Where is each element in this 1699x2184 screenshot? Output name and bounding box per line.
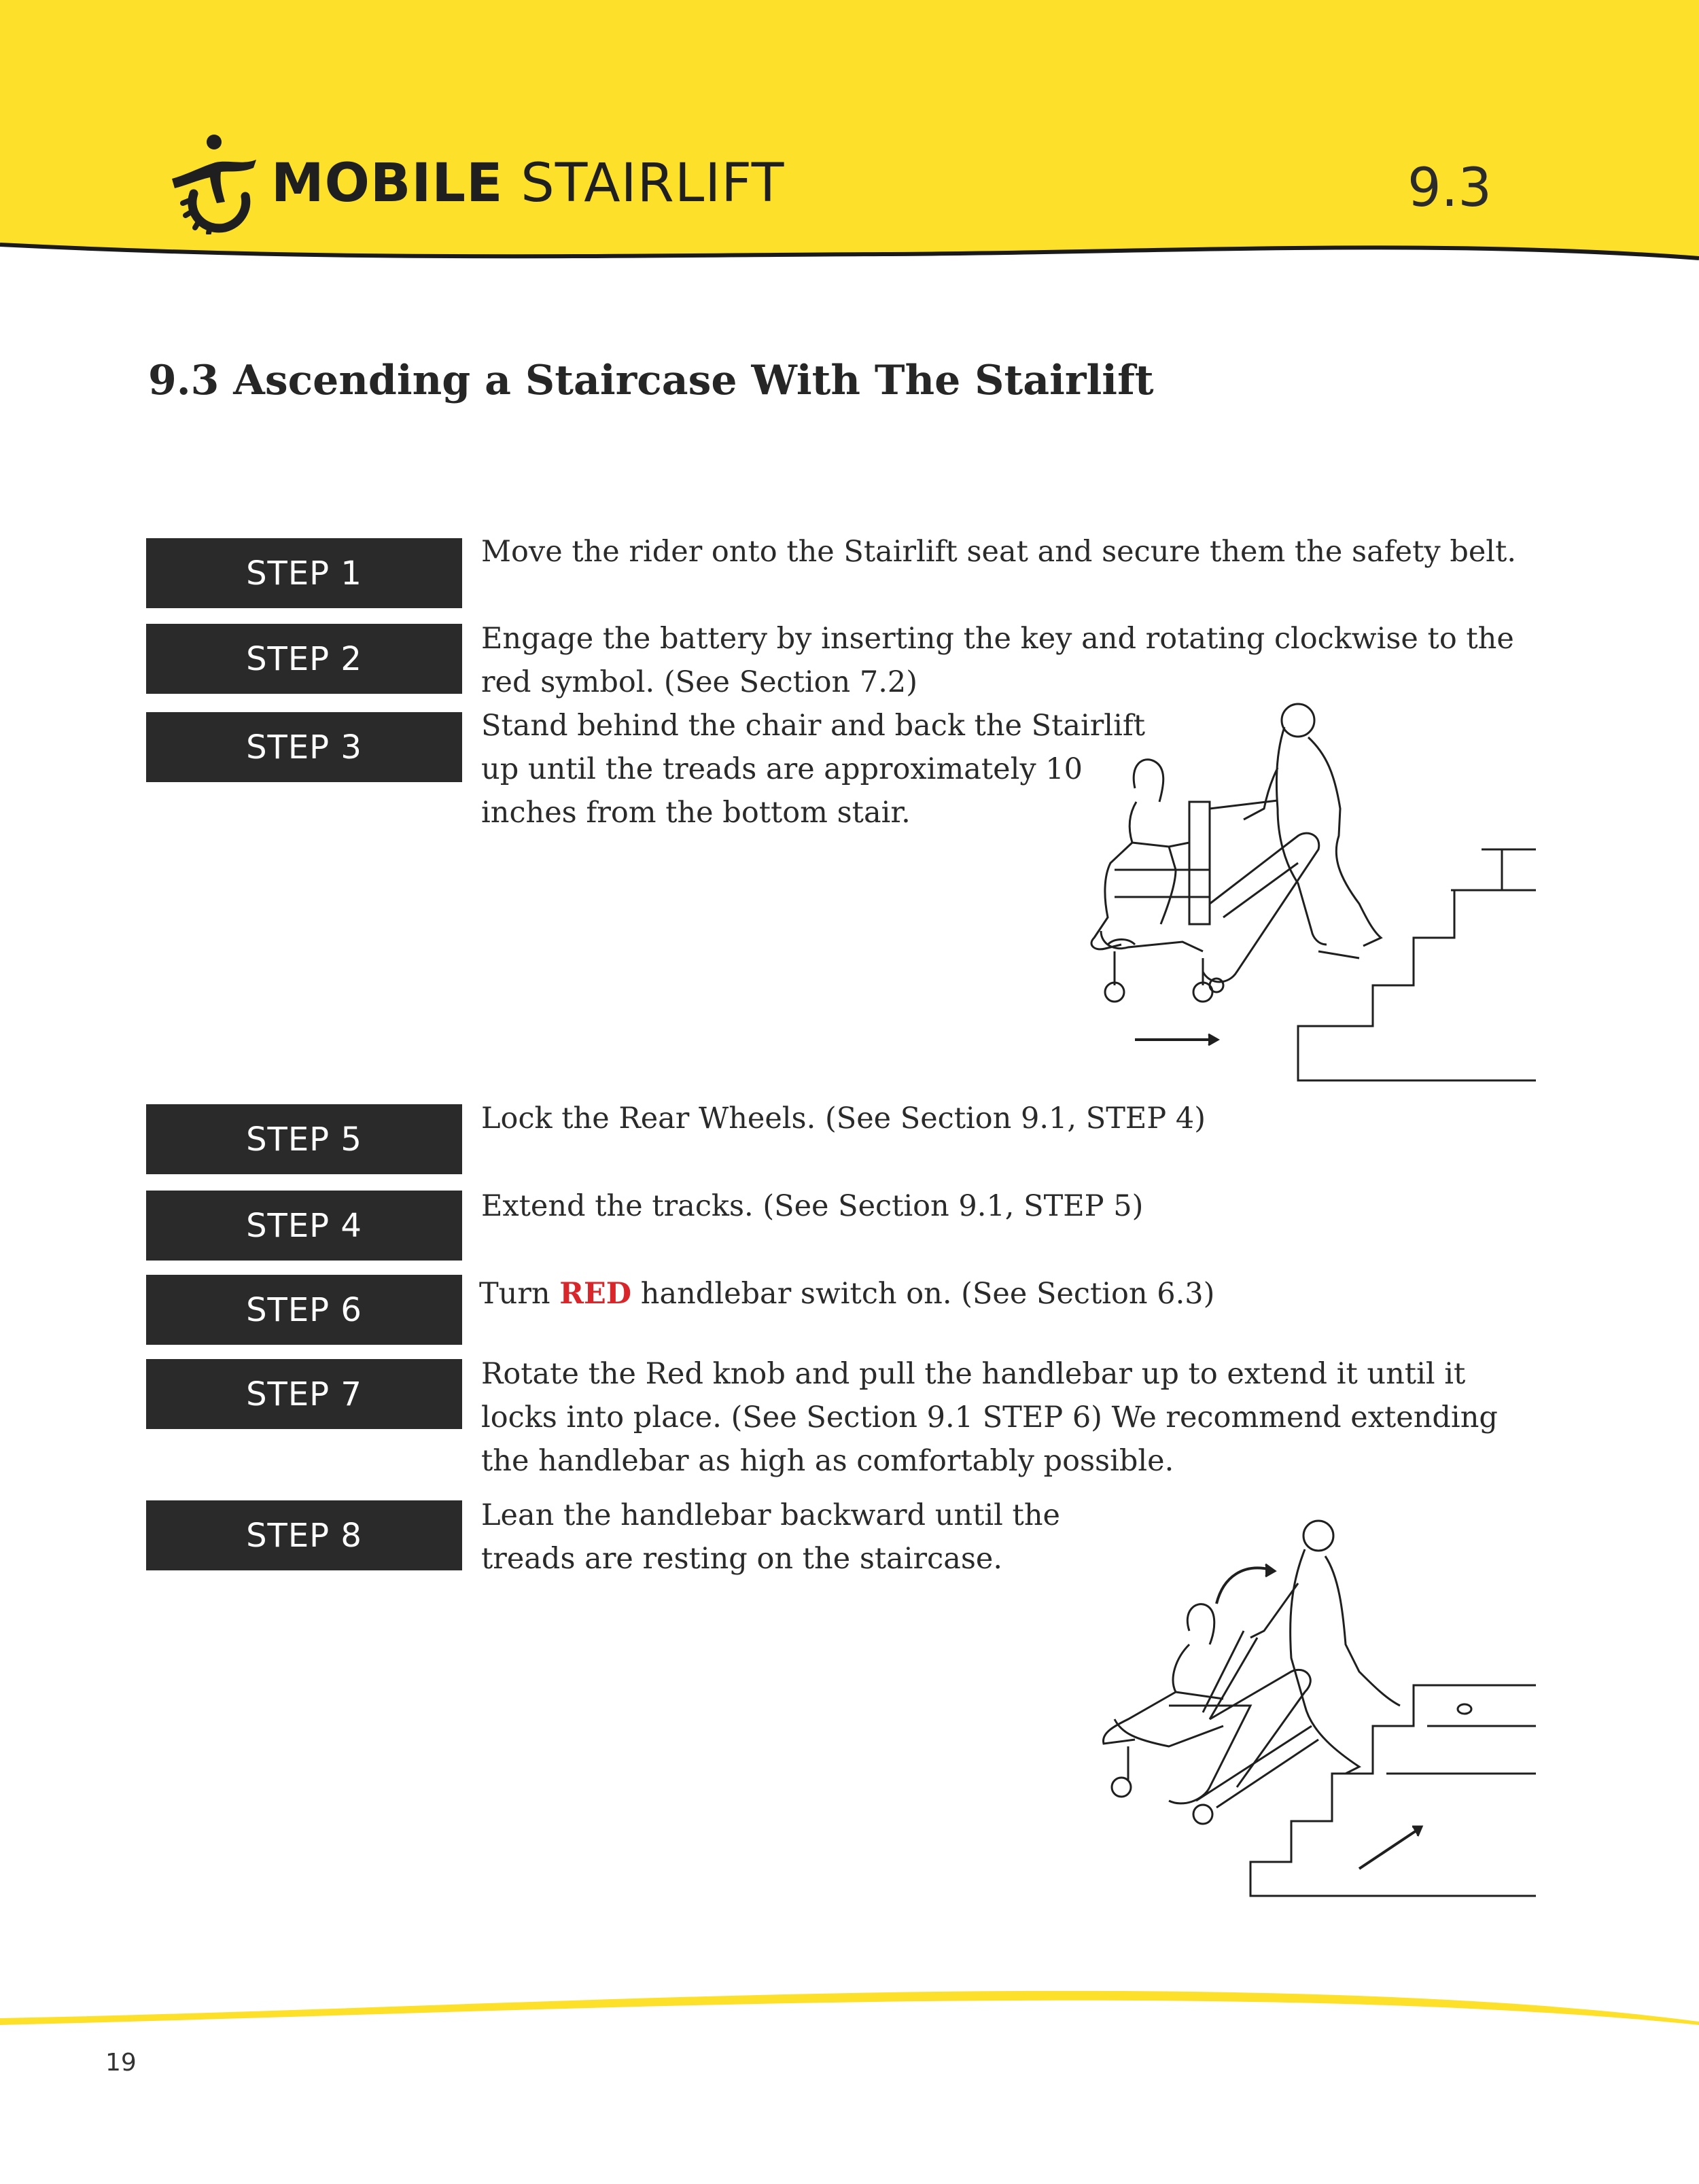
footer-band — [0, 1984, 1699, 2039]
step-5-text: Lock the Rear Wheels. (See Section 9.1, STEP 4) — [481, 1102, 1206, 1135]
step-5-label: STEP 5 — [146, 1104, 462, 1174]
step-7-label: STEP 7 — [146, 1359, 462, 1429]
wheelchair-person-icon — [167, 133, 262, 234]
step-4-text: Extend the tracks. (See Section 9.1, STEP 5) — [481, 1189, 1144, 1223]
step-6-text-before: Turn — [479, 1277, 550, 1311]
brand-regular: STAIRLIFT — [521, 153, 785, 214]
step-6-red-highlight: RED — [559, 1277, 632, 1311]
step-3-label: STEP 3 — [146, 712, 462, 782]
page-title: 9.3 Ascending a Staircase With The Stairlift — [148, 357, 1154, 404]
brand-logo — [167, 133, 784, 234]
step-6-label: STEP 6 — [146, 1275, 462, 1345]
illustration-backing-stairlift — [1074, 700, 1549, 1094]
step-6-text — [479, 1272, 1539, 1316]
brand-name — [271, 153, 784, 214]
header-section-number: 9.3 — [1407, 158, 1492, 219]
step-2-label: STEP 2 — [146, 624, 462, 694]
step-8-label: STEP 8 — [146, 1500, 462, 1570]
step-4-label: STEP 4 — [146, 1191, 462, 1261]
illustration-tilting-onto-stairs — [1087, 1502, 1549, 1909]
brand-bold: MOBILE — [271, 153, 504, 214]
step-8-text: Lean the handlebar backward until the treads are resting on the staircase. — [481, 1498, 1060, 1576]
page-number: 19 — [105, 2049, 137, 2077]
step-6-text-after: handlebar switch on. (See Section 6.3) — [640, 1277, 1215, 1311]
step-1-label: STEP 1 — [146, 538, 462, 608]
step-1-text: Move the rider onto the Stairlift seat and secure them the safety belt. — [481, 535, 1516, 569]
step-3-text: Stand behind the chair and back the Stairlift up until the treads are approximately 10 inches from the bottom stair. — [481, 709, 1146, 830]
step-2-text: Engage the battery by inserting the key and rotating clockwise to the red symbol. (See Section 7.2) — [481, 622, 1514, 699]
step-7-text: Rotate the Red knob and pull the handlebar up to extend it until it locks into place. (See Section 9.1 STEP 6) We recommend extending the handlebar as high as comfortably possible. — [481, 1357, 1498, 1478]
